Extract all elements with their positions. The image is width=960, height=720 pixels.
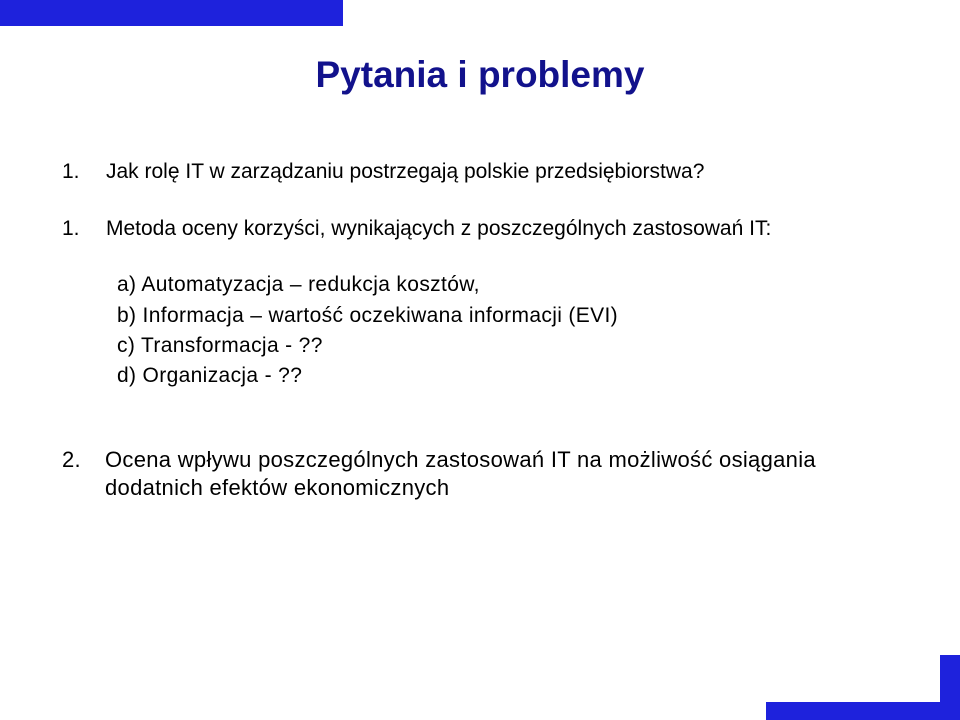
subitem-transformacja: c) Transformacja - ??	[117, 334, 323, 357]
question-2	[62, 446, 862, 502]
subitem-informacja: b) Informacja – wartość oczekiwana informacji (EVI)	[117, 304, 619, 327]
corner-accent-horizontal	[766, 702, 960, 720]
subitem-organizacja: d) Organizacja - ??	[117, 364, 303, 387]
method-item-number: 1.	[62, 217, 80, 240]
question-1	[62, 159, 704, 185]
subitem-automatyzacja: a) Automatyzacja – redukcja kosztów,	[117, 273, 480, 296]
top-accent-bar	[0, 0, 343, 26]
question-2-text: Ocena wpływu poszczególnych zastosowań IT na możliwość osiągania dodatnich efektów ekonomicznych	[105, 447, 816, 500]
method-item-text: Metoda oceny korzyści, wynikających z poszczególnych zastosowań IT:	[106, 217, 772, 240]
question-2-number: 2.	[62, 447, 81, 472]
question-1-number: 1.	[62, 160, 80, 183]
method-item	[62, 216, 862, 242]
question-1-text: Jak rolę IT w zarządzaniu postrzegają polskie przedsiębiorstwa?	[106, 160, 705, 183]
slide-title: Pytania i problemy	[315, 54, 645, 95]
